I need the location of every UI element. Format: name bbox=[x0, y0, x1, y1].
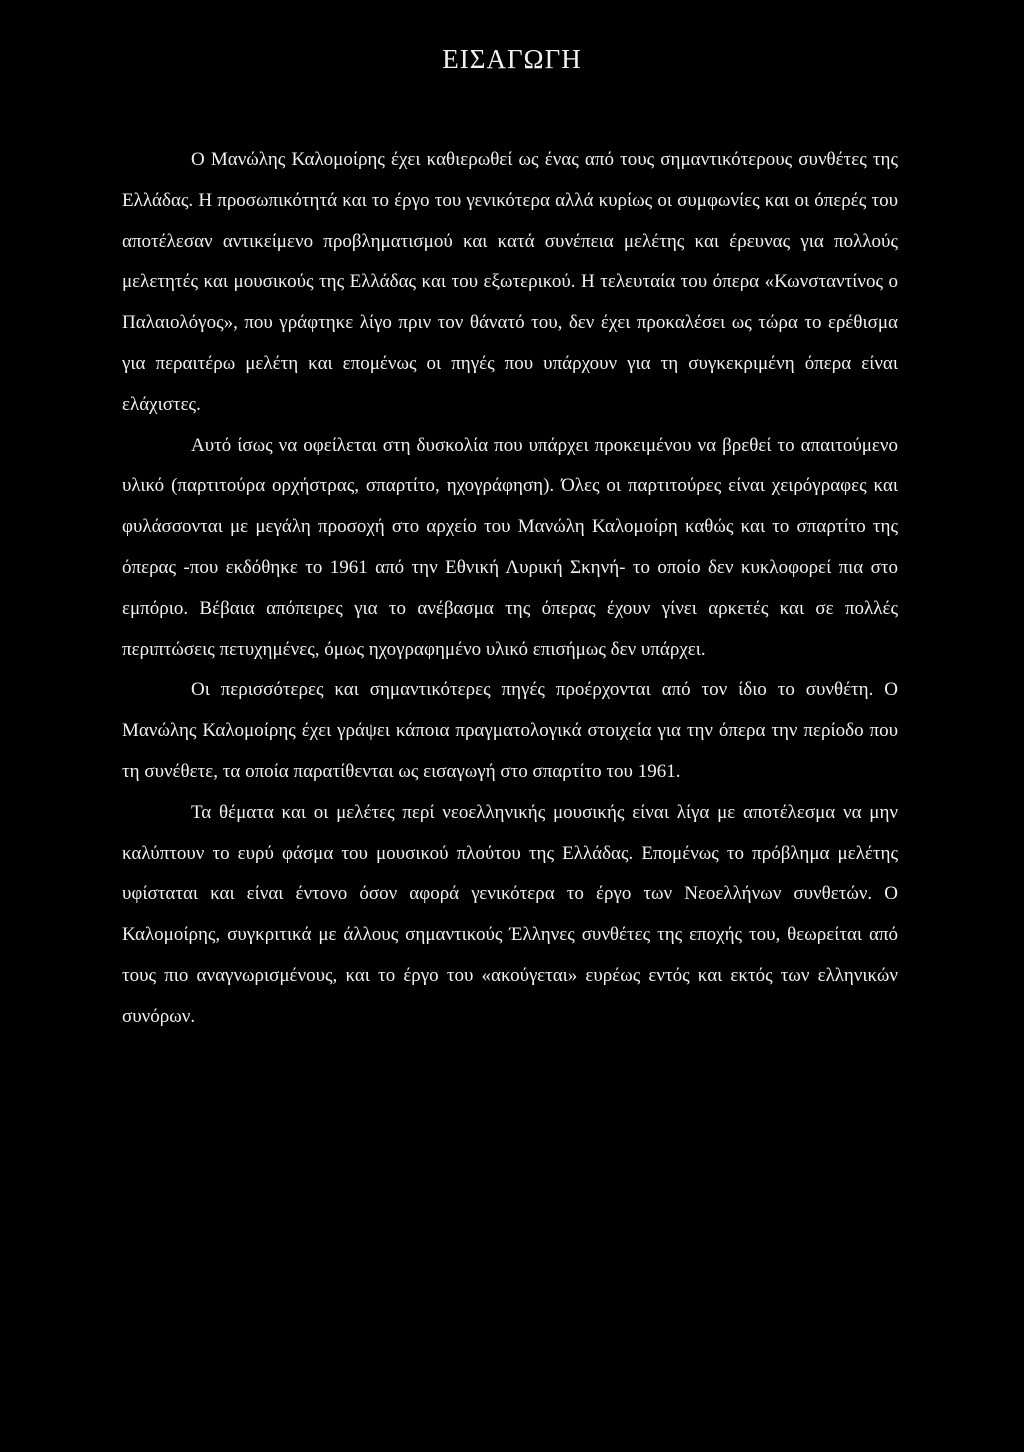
sentence: Τα θέματα και οι μελέτες περί νεοελληνικής μουσικής είναι λίγα με αποτέλεσμα να μην καλύπτουν το ευρύ φάσμα του μουσικού πλούτου της Ελλάδας. bbox=[122, 801, 898, 864]
document-body bbox=[122, 140, 898, 1038]
sentence: Ο Μανώλης Καλομοίρης έχει γράψει κάποια πραγματολογικά στοιχεία για την όπερα την περίοδο που τη συνέθετε, τα οποία παρατίθενται ως εισαγωγή στο σπαρτίτο του 1961. bbox=[122, 679, 898, 782]
sentence: Η τελευταία του όπερα «Κωνσταντίνος ο Παλαιολόγος», που γράφτηκε λίγο πριν τον θάνατό του, δεν έχει προκαλέσει ως τώρα το ερέθισμα για περαιτέρω μελέτη και επομένως οι πηγές που υπάρχουν για τη συγκεκριμένη όπερα είναι ελάχιστες. bbox=[122, 271, 899, 415]
paragraph bbox=[122, 140, 898, 426]
sentence: Ο Καλομοίρης, συγκριτικά με άλλους σημαντικούς Έλληνες συνθέτες της εποχής του, θεωρείται από τους πιο αναγνωρισμένους, και το έργο του «ακούγεται» ευρέως εντός και εκτός των ελληνικών συνόρων. bbox=[122, 883, 898, 1027]
sentence: Επομένως το πρόβλημα μελέτης υφίσταται και είναι έντονο όσον αφορά γενικότερα το έργο των Νεοελλήνων συνθετών. bbox=[122, 842, 899, 905]
sentence: Βέβαια απόπειρες για το ανέβασμα της όπερας έχουν γίνει αρκετές και σε πολλές περιπτώσεις πετυχημένες, όμως ηχογραφημένο υλικό επισήμως δεν υπάρχει. bbox=[122, 597, 898, 660]
sentence: Οι περισσότερες και σημαντικότερες πηγές προέρχονται από τον ίδιο το συνθέτη. bbox=[191, 679, 874, 701]
sentence: Αυτό ίσως να οφείλεται στη δυσκολία που υπάρχει προκειμένου να βρεθεί το απαιτούμενο υλικό (παρτιτούρα ορχήστρας, σπαρτίτο, ηχογράφηση). bbox=[122, 434, 898, 497]
paragraph bbox=[122, 670, 898, 792]
paragraph bbox=[122, 426, 898, 671]
sentence: Η προσωπικότητά και το έργο του γενικότερα αλλά κυρίως οι συμφωνίες και οι όπερές του αποτέλεσαν αντικείμενο προβληματισμού και κατά συνέπεια μελέτης και έρευνας για πολλούς μελετητές και μουσικούς της Ελλάδας και του εξωτερικού. bbox=[122, 189, 898, 293]
sentence: Όλες οι παρτιτούρες είναι χειρόγραφες και φυλάσσονται με μεγάλη προσοχή στο αρχείο του Μανώλη Καλομοίρη καθώς και το σπαρτίτο της όπερας -που εκδόθηκε το 1961 από την Εθνική Λυρική Σκηνή- το οποίο δεν κυκλοφορεί πια στο εμπόριο. bbox=[122, 475, 898, 619]
paragraph bbox=[122, 793, 898, 1038]
sentence: Ο Μανώλης Καλομοίρης έχει καθιερωθεί ως ένας από τους σημαντικότερους συνθέτες της Ελλάδας. bbox=[122, 149, 898, 211]
page-title: ΕΙΣΑΓΩΓΗ bbox=[442, 44, 582, 74]
